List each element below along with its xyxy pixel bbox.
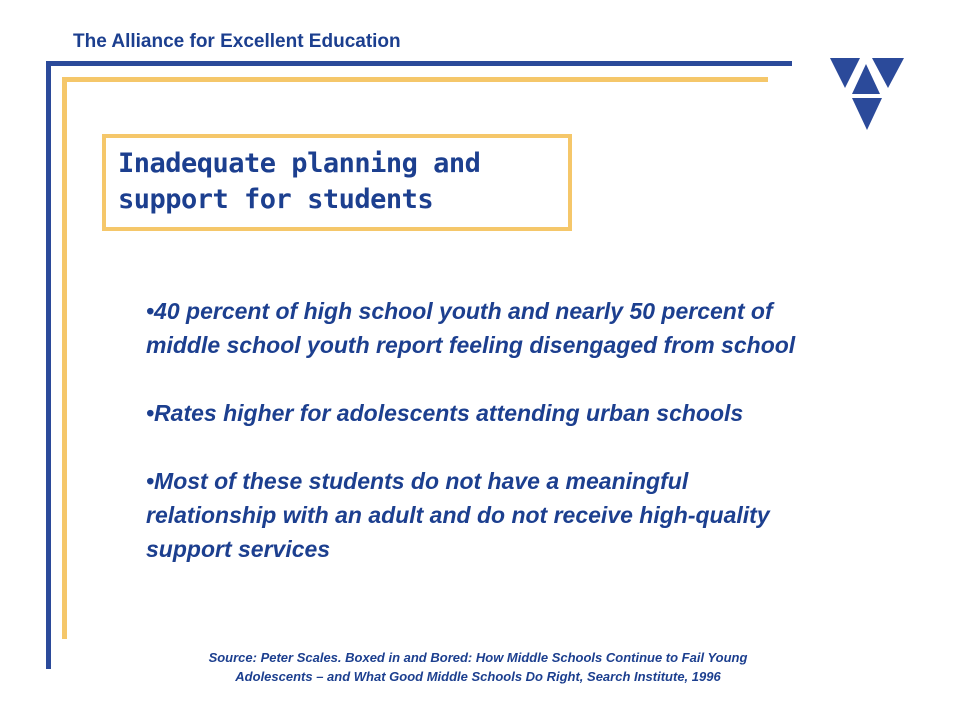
bullet-item: •Rates higher for adolescents attending urban schools <box>146 400 744 426</box>
alliance-logo-icon <box>830 58 904 130</box>
bullet-item: •Most of these students do not have a meaningful relationship with an adult and do not receive high-quality support services <box>146 468 770 562</box>
bullet-list <box>146 294 806 566</box>
slide-title-line-2: support for students <box>118 184 434 215</box>
slide-title <box>118 146 563 218</box>
title-box <box>102 134 572 231</box>
frame-line-blue-left <box>46 61 51 669</box>
source-citation <box>118 648 838 686</box>
frame-line-gold-left <box>62 77 67 639</box>
bullet-item: •40 percent of high school youth and nearly 50 percent of middle school youth report feeling disengaged from school <box>146 298 796 358</box>
frame-line-gold-top <box>62 77 768 82</box>
source-line-2: Adolescents – and What Good Middle Schools Do Right, Search Institute, 1996 <box>235 669 721 684</box>
source-line-1: Source: Peter Scales. Boxed in and Bored: How Middle Schools Continue to Fail Young <box>208 650 748 665</box>
organization-name: The Alliance for Excellent Education <box>73 31 401 52</box>
slide-title-line-1: Inadequate planning and <box>118 148 481 179</box>
frame-line-blue-top <box>46 61 792 66</box>
